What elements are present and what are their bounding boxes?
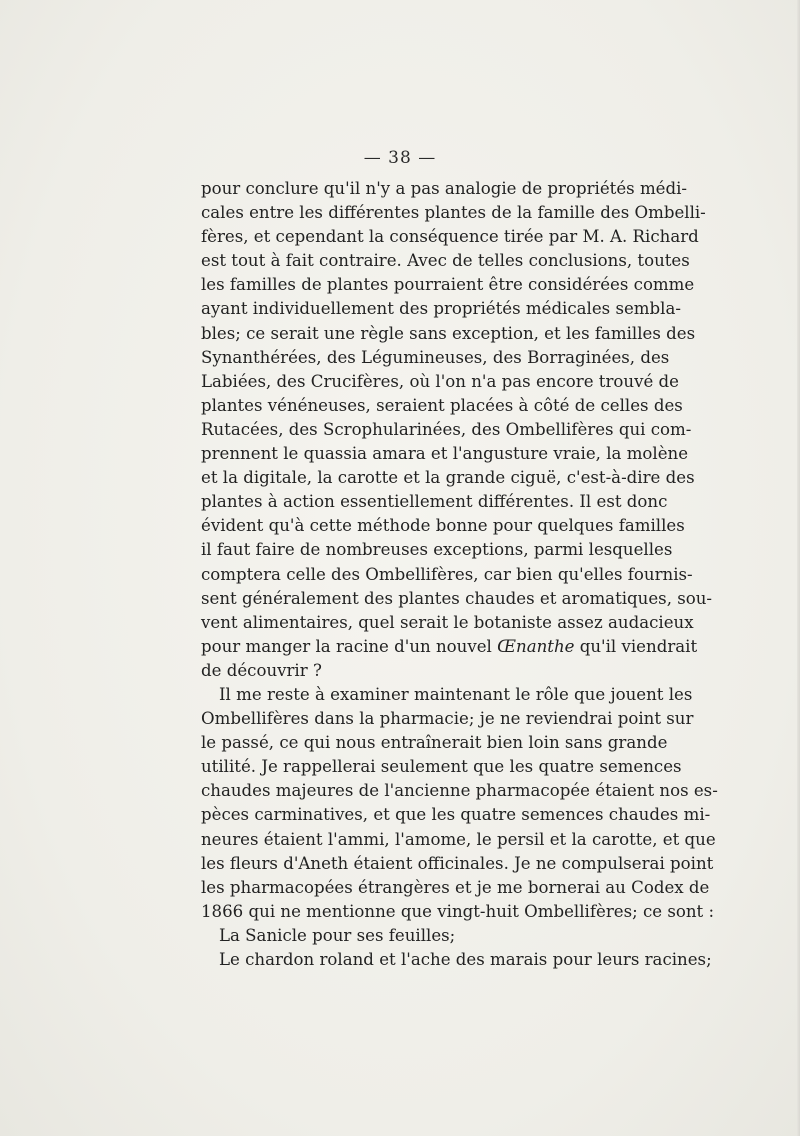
text-line: évident qu'à cette méthode bonne pour quelques familles: [201, 516, 685, 536]
text-line: bles; ce serait une règle sans exception, et les familles des: [201, 323, 696, 343]
text-line: neures étaient l'ammi, l'amome, le persil et la carotte, et que: [201, 829, 716, 849]
text-line: cales entre les différentes plantes de la famille des Ombelli-: [201, 203, 706, 223]
text-line: utilité. Je rappellerai seulement que les quatre semences: [201, 757, 682, 777]
paragraph-start-line: Il me reste à examiner maintenant le rôle que jouent les: [219, 684, 693, 704]
text-line: le passé, ce qui nous entraînerait bien loin sans grande: [201, 733, 668, 753]
text-line: Ombellifères dans la pharmacie; je ne reviendrai point sur: [201, 709, 694, 729]
text-line: comptera celle des Ombellifères, car bien qu'elles fournis-: [201, 564, 693, 584]
italic-plant-name: Œnanthe: [497, 636, 575, 656]
text-segment: pour manger la racine d'un nouvel: [201, 636, 498, 656]
list-line: La Sanicle pour ses feuilles;: [219, 925, 456, 945]
text-line: les pharmacopées étrangères et je me bornerai au Codex de: [201, 877, 710, 897]
text-line-with-italic: [201, 635, 698, 659]
text-line: Synanthérées, des Légumineuses, des Borraginées, des: [201, 347, 670, 367]
list-line: Le chardon roland et l'ache des marais pour leurs racines;: [219, 950, 712, 969]
body-text: [201, 177, 718, 972]
text-line: sent généralement des plantes chaudes et aromatiques, sou-: [201, 588, 713, 608]
text-line: 1866 qui ne mentionne que vingt-huit Ombellifères; ce sont :: [201, 901, 715, 921]
text-line: plantes à action essentiellement différentes. Il est donc: [201, 492, 668, 512]
text-line: pèces carminatives, et que les quatre semences chaudes mi-: [201, 805, 711, 825]
text-line: pour conclure qu'il n'y a pas analogie de propriétés médi-: [201, 179, 688, 198]
text-line: Rutacées, des Scrophularinées, des Ombellifères qui com-: [201, 419, 692, 439]
text-line: ayant individuellement des propriétés médicales sembla-: [201, 299, 681, 319]
text-line: plantes vénéneuses, seraient placées à côté de celles des: [201, 395, 683, 415]
text-line: chaudes majeures de l'ancienne pharmacopée étaient nos es-: [201, 781, 718, 801]
text-line: prennent le quassia amara et l'angusture vraie, la molène: [201, 444, 689, 464]
text-line: Labiées, des Crucifères, où l'on n'a pas encore trouvé de: [201, 371, 679, 391]
text-line: les fleurs d'Aneth étaient officinales. Je ne compulserai point: [201, 853, 714, 873]
text-line: fères, et cependant la conséquence tirée par M. A. Richard: [201, 227, 699, 247]
text-line: est tout à fait contraire. Avec de telles conclusions, toutes: [201, 251, 690, 271]
page-number: — 38 —: [363, 148, 437, 168]
text-line: et la digitale, la carotte et la grande ciguë, c'est-à-dire des: [201, 468, 695, 488]
text-segment: qu'il viendrait: [574, 636, 698, 656]
text-line: il faut faire de nombreuses exceptions, parmi lesquelles: [201, 540, 673, 560]
text-line: vent alimentaires, quel serait le botaniste assez audacieux: [201, 612, 694, 632]
text-line: les familles de plantes pourraient être considérées comme: [201, 275, 695, 295]
text-line: de découvrir ?: [201, 660, 322, 680]
